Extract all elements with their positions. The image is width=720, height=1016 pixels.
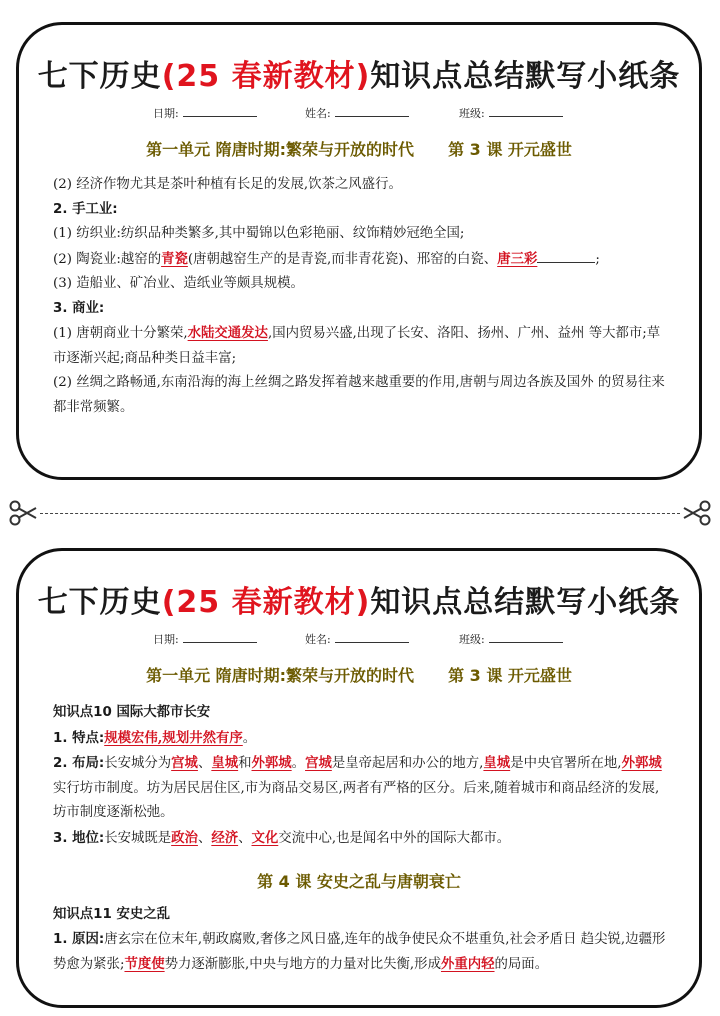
class-field[interactable]: 班级: (459, 631, 563, 647)
text-line: (2) 丝绸之路畅通,东南沿海的海上丝绸之路发挥着越来越重要的作用,唐朝与周边各族及国外 的贸易往来都非常频繁。 (53, 375, 665, 415)
card-title: 七下历史(25 春新教材)知识点总结默写小纸条 (37, 585, 681, 620)
date-field[interactable]: 日期: (153, 105, 257, 121)
section-heading: 3. 商业: (53, 300, 105, 316)
name-field[interactable]: 姓名: (305, 631, 409, 647)
text-line: (2) 经济作物尤其是茶叶种植有长足的发展,饮茶之风盛行。 (53, 177, 402, 192)
text-line: 1. 原因:唐玄宗在位末年,朝政腐败,奢侈之风日盛,连年的战争使民众不堪重负,社会矛盾日 趋尖锐,边疆形势愈为紧张;节度使势力逐渐膨胀,中央与地方的力量对比失衡,形成外重内轻的局面。 (53, 931, 666, 972)
note-card-top (16, 22, 702, 480)
unit-heading: 第一单元 隋唐时期:繁荣与开放的时代 第 3 课 开元盛世 (146, 140, 572, 159)
answer-highlight: 唐三彩 (497, 250, 538, 267)
note-card-bottom (16, 548, 702, 1008)
name-blank[interactable] (335, 107, 409, 117)
cut-line (40, 513, 680, 514)
card-title (19, 51, 699, 95)
name-blank[interactable] (335, 633, 409, 643)
class-blank[interactable] (489, 633, 563, 643)
class-blank[interactable] (489, 107, 563, 117)
scissors-icon (8, 498, 38, 528)
title-highlight: (25 春新教材) (161, 59, 371, 94)
name-field[interactable]: 姓名: (305, 105, 409, 121)
text-line: (3) 造船业、矿冶业、造纸业等颇具规模。 (53, 276, 304, 291)
class-field[interactable]: 班级: (459, 105, 563, 121)
unit-heading: 第一单元 隋唐时期:繁荣与开放的时代 第 3 课 开元盛世 (146, 666, 572, 685)
date-blank[interactable] (183, 633, 257, 643)
date-blank[interactable] (183, 107, 257, 117)
answer-highlight: 规模宏伟,规划井然有序 (104, 729, 243, 746)
answer-blank[interactable] (537, 249, 595, 263)
text-line: 2. 布局:长安城分为宫城、皇城和外郭城。宫城是皇帝起居和办公的地方,皇城是中央官署所在地,外郭城实行坊市制度。坊为居民居住区,市为商品交易区,两者有严格的区分。后来,随着城市和商品经济的发展,坊市制度逐渐松弛。 (53, 755, 662, 820)
card-body-2 (53, 903, 669, 978)
section-heading: 2. 手工业: (53, 201, 118, 217)
knowledge-point-heading: 知识点10 国际大都市长安 (53, 705, 211, 720)
answer-highlight: 水陆交通发达 (187, 325, 268, 341)
title-suffix: 知识点总结默写小纸条 (370, 59, 681, 94)
text-line: (1) 唐朝商业十分繁荣,水陆交通发达,国内贸易兴盛,出现了长安、洛阳、扬州、广州、益州 等大都市;草市逐渐兴起;商品种类日益丰富; (53, 325, 661, 366)
card-body (53, 173, 669, 420)
title-prefix: 七下历史 (37, 59, 162, 94)
answer-highlight: 青瓷 (161, 250, 188, 267)
lesson-heading: 第 4 课 安史之乱与唐朝衰亡 (257, 872, 461, 891)
scissors-icon (682, 498, 712, 528)
card-body (53, 701, 669, 851)
text-line: 1. 特点:规模宏伟,规划井然有序。 (53, 729, 257, 746)
text-line: 3. 地位:长安城既是政治、经济、文化交流中心,也是闻名中外的国际大都市。 (53, 829, 511, 846)
text-line: (2) 陶瓷业:越窑的青瓷(唐朝越窑生产的是青瓷,而非青花瓷)、邢窑的白瓷、唐三彩 ; (53, 250, 600, 267)
date-field[interactable]: 日期: (153, 631, 257, 647)
knowledge-point-heading: 知识点11 安史之乱 (53, 907, 171, 922)
text-line: (1) 纺织业:纺织品种类繁多,其中蜀锦以色彩艳丽、纹饰精妙冠绝全国; (53, 226, 465, 241)
